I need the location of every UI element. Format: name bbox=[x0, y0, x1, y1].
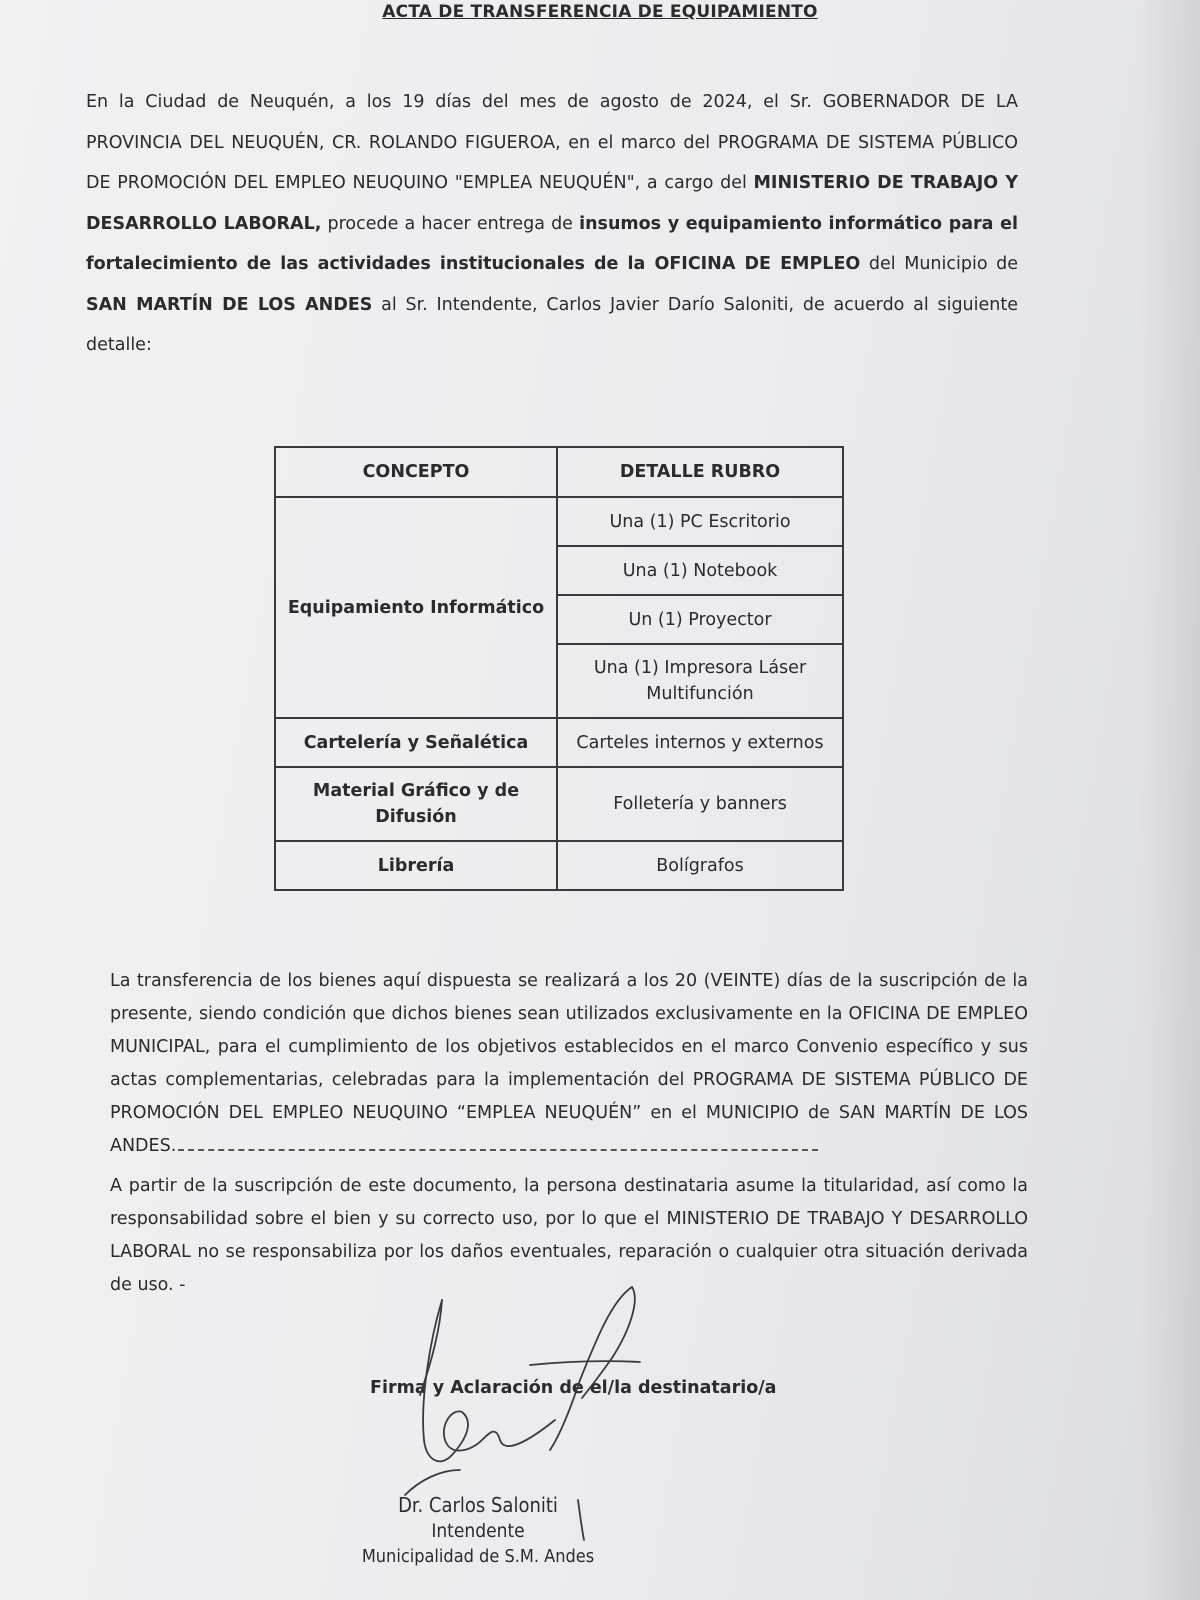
header-concepto: CONCEPTO bbox=[275, 447, 557, 497]
document-title: ACTA DE TRANSFERENCIA DE EQUIPAMIENTO bbox=[382, 2, 818, 22]
concept-equipamiento: Equipamiento Informático bbox=[275, 497, 557, 718]
detail-impresora: Una (1) Impresora Láser Multifunción bbox=[557, 644, 843, 718]
concept-libreria: Librería bbox=[275, 841, 557, 890]
intro-bold-insumos: insumos y equipamiento informático para el fortalecimiento de las actividades institucionales de la OFICINA DE EMPLEO bbox=[86, 213, 1018, 274]
transfer-text: La transferencia de los bienes aquí dispuesta se realizará a los 20 (VEINTE) días de la suscripción de la presente, siendo condición que dichos bienes sean utilizados exclusivamente en la OFICINA DE EMPLEO MUNICIPAL, para el cumplimiento de los objetivos establecidos en el marco Convenio específico y sus actas complementarias, celebradas para la implementación del PROGRAMA DE SISTEMA PÚBLICO DE PROMOCIÓN DEL EMPLEO NEUQUINO “EMPLEA NEUQUÉN” en el MUNICIPIO de SAN MARTÍN DE LOS ANDES. bbox=[110, 971, 1028, 1156]
official-stamp bbox=[358, 1492, 598, 1570]
concept-carteleria: Cartelería y Señalética bbox=[275, 718, 557, 767]
intro-text-3: del Municipio de bbox=[860, 254, 1018, 274]
stamp-role: Intendente bbox=[431, 1520, 525, 1542]
header-detalle: DETALLE RUBRO bbox=[557, 447, 843, 497]
detail-proyector: Un (1) Proyector bbox=[557, 595, 843, 644]
detail-folleteria: Folletería y banners bbox=[557, 767, 843, 841]
detail-notebook: Una (1) Notebook bbox=[557, 546, 843, 595]
responsibility-paragraph: A partir de la suscripción de este documento, la persona destinataria asume la titularidad, así como la responsabilidad sobre el bien y su correcto uso, por lo que el MINISTERIO DE TRABAJO Y DESARROLLO LABORAL no se responsabiliza por los daños eventuales, reparación o cualquier otra situación derivada de uso. - bbox=[110, 1176, 1028, 1295]
intro-bold-ministry: MINISTERIO DE TRABAJO Y DESARROLLO LABORAL, bbox=[86, 173, 1018, 234]
concept-material: Material Gráfico y de Difusión bbox=[275, 767, 557, 841]
intro-text-2: procede a hacer entrega de bbox=[321, 213, 580, 234]
detail-pc: Una (1) PC Escritorio bbox=[557, 497, 843, 546]
stamp-name: Dr. Carlos Saloniti bbox=[398, 1493, 558, 1517]
stamp-institution: Municipalidad de S.M. Andes bbox=[361, 1546, 595, 1567]
intro-text-1: En la Ciudad de Neuquén, a los 19 días del mes de agosto de 2024, el Sr. GOBERNADOR DE LA PROVINCIA DEL NEUQUÉN, CR. ROLANDO FIGUEROA, en el marco del PROGRAMA DE SISTEMA PÚBLICO DE PROMOCIÓN DEL EMPLEO NEUQUINO "EMPLEA NEUQUÉN", a cargo del bbox=[86, 92, 1018, 193]
detail-boligrafos: Bolígrafos bbox=[557, 841, 843, 890]
detail-carteles: Carteles internos y externos bbox=[557, 718, 843, 767]
intro-text-4: al Sr. Intendente, Carlos Javier Darío Saloniti, de acuerdo al siguiente detalle: bbox=[86, 294, 1018, 355]
intro-bold-municipio: SAN MARTÍN DE LOS ANDES bbox=[86, 294, 373, 315]
signature-label: Firma y Aclaración de el/la destinatario/a bbox=[370, 1378, 777, 1398]
